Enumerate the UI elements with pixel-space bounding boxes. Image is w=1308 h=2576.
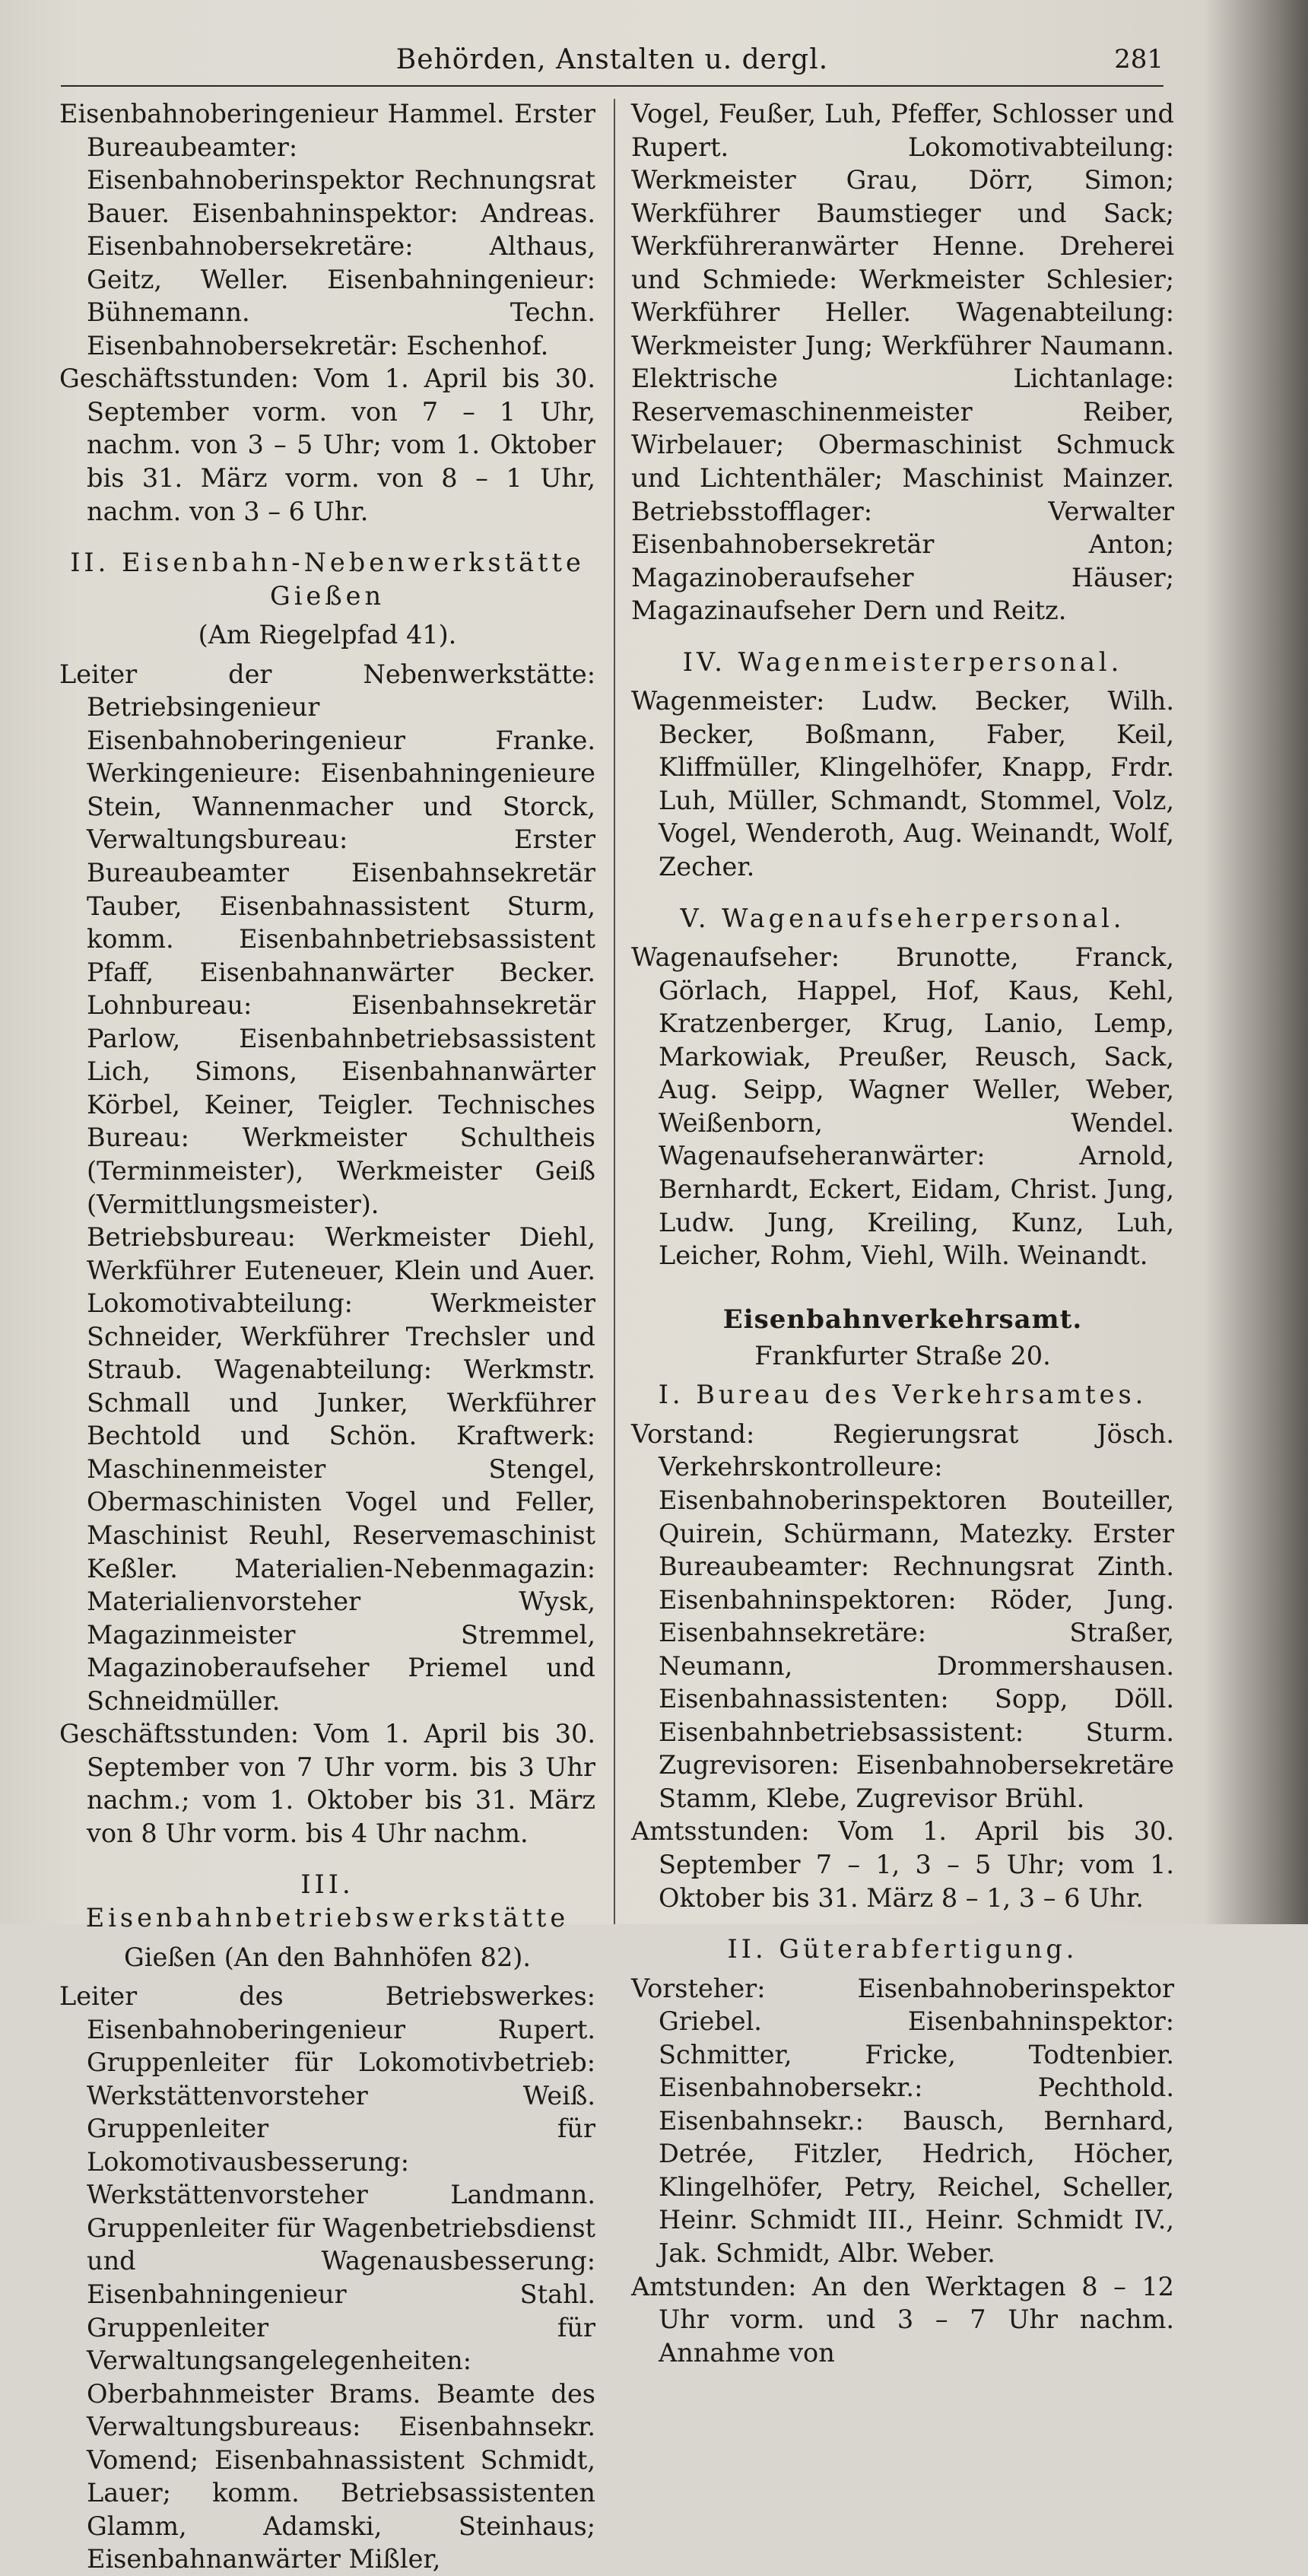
right-column [631, 97, 1174, 2369]
paragraph: Vorstand: Regierungsrat Jösch. Verkehrskontrolleure: Eisenbahnoberinspektoren Bouteiller, Quirein, Schürmann, Matezky. Erster Bureaubeamter: Rechnungsrat Zinth. Eisenbahninspektoren: Röder, Jung. Eisenbahnsekretäre: Straßer, Neumann, Drommershausen. Eisenbahnassistenten: Sopp, Döll. Eisenbahnbetriebsassistent: Sturm. Zugrevisoren: Eisenbahnobersekretäre Stamm, Klebe, Zugrevisor Brühl. [631, 1418, 1174, 1813]
section-heading: II. Eisenbahn-Nebenwerkstätte Gießen [70, 548, 585, 611]
paragraph: Geschäftsstunden: Vom 1. April bis 30. September von 7 Uhr vorm. bis 3 Uhr nachm.; vom 1. Oktober bis 31. März von 8 Uhr vorm. bis 4 Uhr nachm. [59, 1719, 595, 1848]
paragraph: Vorsteher: Eisenbahnoberinspektor Griebel. Eisenbahninspektor: Schmitter, Fricke, Todtenbier. Eisenbahnobersekr.: Pechthold. Eisenbahnsekr.: Bausch, Bernhard, Detrée, Fitzler, Hedrich, Höcher, Klingelhöfer, Petry, Reichel, Scheller, Heinr. Schmidt III., Heinr. Schmidt IV., Jak. Schmidt, Albr. Weber. [631, 1973, 1174, 2268]
paragraph: Wagenmeister: Ludw. Becker, Wilh. Becker, Boßmann, Faber, Keil, Kliffmüller, Klingelhöfer, Knapp, Frdr. Luh, Müller, Schmandt, Stommel, Volz, Vogel, Wenderoth, Aug. Weinandt, Wolf, Zecher. [631, 686, 1174, 882]
left-column [59, 97, 595, 2576]
running-head: Behörden, Anstalten u. dergl. [395, 44, 829, 75]
paragraph: Geschäftsstunden: Vom 1. April bis 30. September vorm. von 7 – 1 Uhr, nachm. von 3 – 5 Uhr; vom 1. Oktober bis 31. März vorm. von 8 – 1 Uhr, nachm. von 3 – 6 Uhr. [59, 364, 595, 526]
section-heading: V. Wagenaufseherpersonal. [680, 903, 1125, 933]
section-subheading: (Am Riegelpfad 41). [198, 620, 457, 650]
column-divider [614, 99, 615, 1924]
section-heading: I. Bureau des Verkehrsamtes. [658, 1380, 1148, 1410]
office-title: Eisenbahnverkehrsamt. [722, 1304, 1083, 1335]
section-heading: IV. Wagenmeisterpersonal. [682, 646, 1123, 677]
section-heading: II. Güterabfertigung. [727, 1934, 1078, 1965]
office-address: Frankfurter Straße 20. [754, 1340, 1051, 1371]
page-number: 281 [1114, 44, 1164, 75]
section-subheading: Gießen (An den Bahnhöfen 82). [124, 1942, 531, 1972]
page-header [61, 44, 1164, 90]
paragraph: Amtstunden: An den Werktagen 8 – 12 Uhr vorm. und 3 – 7 Uhr nachm. Annahme von [631, 2271, 1174, 2368]
paragraph: Amtsstunden: Vom 1. April bis 30. September 7 – 1, 3 – 5 Uhr; vom 1. Oktober bis 31. März 8 – 1, 3 – 6 Uhr. [631, 1816, 1174, 1913]
header-rule [61, 85, 1164, 87]
paragraph: Leiter der Nebenwerkstätte: Betriebsingenieur Eisenbahnoberingenieur Franke. Werkingenieure: Eisenbahningenieure Stein, Wannenmacher und Storck, Verwaltungsbureau: Erster Bureaubeamter Eisenbahnsekretär Tauber, Eisenbahnassistent Sturm, komm. Eisenbahnbetriebsassistent Pfaff, Eisenbahnanwärter Becker. Lohnbureau: Eisenbahnsekretär Parlow, Eisenbahnbetriebsassistent Lich, Simons, Eisenbahnanwärter Körbel, Keiner, Teigler. Technisches Bureau: Werkmeister Schultheis (Terminmeister), Werkmeister Geiß (Vermittlungsmeister). Betriebsbureau: Werkmeister Diehl, Werkführer Euteneuer, Klein und Auer. Lokomotivabteilung: Werkmeister Schneider, Werkführer Trechsler und Straub. Wagenabteilung: Werkmstr. Schmall und Junker, Werkführer Bechtold und Schön. Kraftwerk: Maschinenmeister Stengel, Obermaschinisten Vogel und Feller, Maschinist Reuhl, Reservemaschinist Keßler. Materialien-Nebenmagazin: Materialienvorsteher Wysk, Magazinmeister Stremmel, Magazinoberaufseher Priemel und Schneidmüller. [59, 659, 595, 1716]
paragraph: Wagenaufseher: Brunotte, Franck, Görlach, Happel, Hof, Kaus, Kehl, Kratzenberger, Krug, Lanio, Lemp, Markowiak, Preußer, Reusch, Sack, Aug. Seipp, Wagner Weller, Weber, Weißenborn, Wendel. Wagenaufseheranwärter: Arnold, Bernhardt, Eckert, Eidam, Christ. Jung, Ludw. Jung, Kreiling, Kunz, Luh, Leicher, Rohm, Viehl, Wilh. Weinandt. [631, 942, 1174, 1271]
paragraph: Eisenbahnoberingenieur Hammel. Erster Bureaubeamter: Eisenbahnoberinspektor Rechnungsrat Bauer. Eisenbahninspektor: Andreas. Eisenbahnobersekretäre: Althaus, Geitz, Weller. Eisenbahningenieur: Bühnemann. Techn. Eisenbahnobersekretär: Eschenhof. [59, 99, 595, 361]
paragraph: Vogel, Feußer, Luh, Pfeffer, Schlosser und Rupert. Lokomotivabteilung: Werkmeister Grau, Dörr, Simon; Werkführer Baumstieger und Sack; Werkführeranwärter Henne. Dreherei und Schmiede: Werkmeister Schlesier; Werkführer Heller. Wagenabteilung: Werkmeister Jung; Werkführer Naumann. Elektrische Lichtanlage: Reservemaschinenmeister Reiber, Wirbelauer; Obermaschinist Schmuck und Lichtenthäler; Maschinist Mainzer. Betriebsstofflager: Verwalter Eisenbahnobersekretär Anton; Magazinoberaufseher Häuser; Magazinaufseher Dern und Reitz. [631, 99, 1174, 626]
paragraph: Leiter des Betriebswerkes: Eisenbahnoberingenieur Rupert. Gruppenleiter für Lokomotivbetrieb: Werkstättenvorsteher Weiß. Gruppenleiter für Lokomotivausbesserung: Werkstättenvorsteher Landmann. Gruppenleiter für Wagenbetriebsdienst und Wagenausbesserung: Eisenbahningenieur Stahl. Gruppenleiter für Verwaltungsangelegenheiten: Oberbahnmeister Brams. Beamte des Verwaltungsbureaus: Eisenbahnsekr. Vomend; Eisenbahnassistent Schmidt, Lauer; komm. Betriebsassistenten Glamm, Adamski, Steinhaus; Eisenbahnanwärter Mißler, [59, 1981, 595, 2574]
section-heading: III. Eisenbahnbetriebswerkstätte [85, 1869, 570, 1933]
